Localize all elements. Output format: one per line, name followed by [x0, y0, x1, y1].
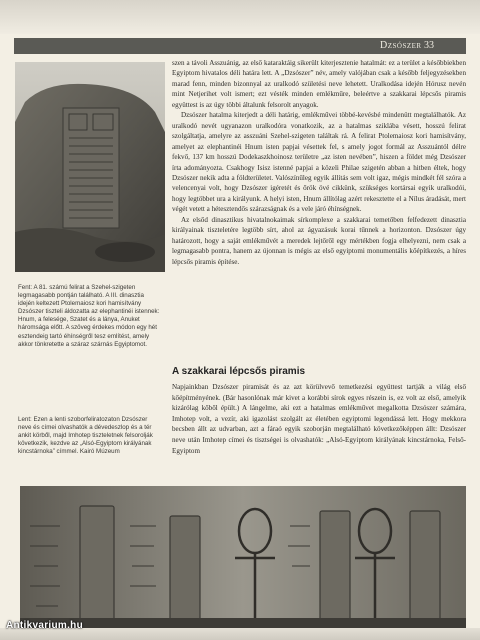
main-text-column	[172, 58, 466, 267]
watermark: Antikvarium.hu	[6, 620, 83, 631]
relief-caption: Lent: Ezen a lenti szoborfeliratozaton Dzsószer neve és címei olvashatók a dévedeszlop és a tér ankit körből, majd Imhotep tiszteletnek felsorolják következik, kezdve az „Alsó-Egyiptom királyának kincstárnoka” címmel. Kairó Múzeum	[18, 416, 153, 456]
section-heading: A szakkarai lépcsős piramis	[172, 366, 306, 377]
paragraph: Az elsőd dinasztikus hivatalnokaimak sírkomplexe a szakkarai temetőben felfedezett dinasztia királyainak tiszteletére legtöbb sírt, ahol az ágyazásuk korai tűnnek a horizonton. Dzsószer úgy határozott, hogy a saját emlékművét a meredek lejtőről egy mértékben fogja elhelyezni, nem csak a legmagasabb pontra, hanem az újonnan is mégis az első egyiptomi monumentális kőépítkezés, a híres lépcsős piramis építése.	[172, 215, 466, 266]
relief-photo-drawing	[20, 486, 466, 628]
stele-photo-drawing	[15, 62, 165, 272]
stele-caption: Fent: A 81. számú felirat a Szehel-szigeten legmagasabb pontján található. A III. dinasztia idején keltezett Ptolemaiosz kori hamisítvány Dzsószer tiszteli áldozatta az elephantinéi istennek: Hnum, a felesége, Szatet és a lánya, Anuket háromsága előtt. A szöveg érdekes módon egy hét esztendeig tartó éhínségről tesz említést, amely akkor tönkretette a száraz szárnás Egyiptomot.	[18, 284, 160, 348]
paragraph: Napjainkban Dzsószer piramisát és az azt körülvevő temetkezési együttest tartják a világ első kőépítményének. (Bár hasonlónak már kivet a korábbi sírok egyes részein is, ez volt az első, amelyik kizárólag kőből épült.) A lángelme, aki ezt a hatalmas emlékművet megalkotta Dzsószer számára, Imhotep volt, a vezír, aki igazolást szolgált az életében egyiptomi legendássá lett. Hogy mekkora becsben állt az udvarban, azt a fáraó egyik szoborján megtalálható következőképpen állt: Dzsószer neve után Imhotep címei és tisztségei is olvashatók: „Alsó-Egyiptom királyának kincstárnoka, Felső-Egyiptom	[172, 383, 466, 455]
running-header	[0, 32, 480, 54]
running-title: Dzsószer	[380, 40, 422, 51]
relief-photograph	[20, 486, 466, 628]
paragraph: szen a távoli Asszuánig, az első kataraktáig sikerült kiterjesztenie hatalmát: ez a terület a későbbiekben Egyiptom hivatalos déli határa lett. A „Dzsószer” név, amely valójában csak a később feljegyzésekben marad fenn, minden bizonnyal az uralkodó születési neve lehetett. Uralkodása idején Hórusz nevén mint Netjerihet volt ismert; ezt vésték minden emlékműre, beleértve a szakkarai lépcsős piramis együttest is az úgy többi általunk felsorolt anyagok.	[172, 59, 466, 109]
section-body	[172, 382, 466, 456]
page-number: 33	[424, 40, 434, 51]
paragraph: Dzsószer hatalma kiterjedt a déli határig, emlékművei többé-kevésbé mindenütt megtalálhatók. Az uralkodó nevét ugyanazon uralkodóra vonatkozik, az a hatalmas sziklába vésett, hosszú felirat szolgáltatja, amelyre az asszuáni Szehel-szigeten találtak rá. A felirat Ptolemaiosz kori hamisítvány, amelyet az elephantinéi Hnum isten papjai vésettek fel, s amely jogot formál az Asszuántól délre fekvő, 137 km hosszú Dodekaszkhoinosz területre „az isten nevében”, hiszen a földet még Dzsószer írta adományozta. Csakhogy Isisz istenné papjai a közeli Philae szigetén abban a hitben éltek, hogy Dzsószer nekik adta a földterületet. Valószínűleg egyik állítás sem volt igaz, mégis mindkét fél szóra a velencenyai volt, hogy Dzsószer igéretét és őrök övé cikkünk, szükséges kortársai egyik uralkodói, hogy legtöbbet ura a királyunk. A helyi isten, Hnum állítólag azért rekesztette el a Nílus áradását, mert végét vetett a hétesztendős szárazságnak és a vele járó éhínségnek.	[172, 111, 466, 214]
page-top-edge	[0, 0, 480, 34]
stele-photograph	[15, 62, 165, 272]
